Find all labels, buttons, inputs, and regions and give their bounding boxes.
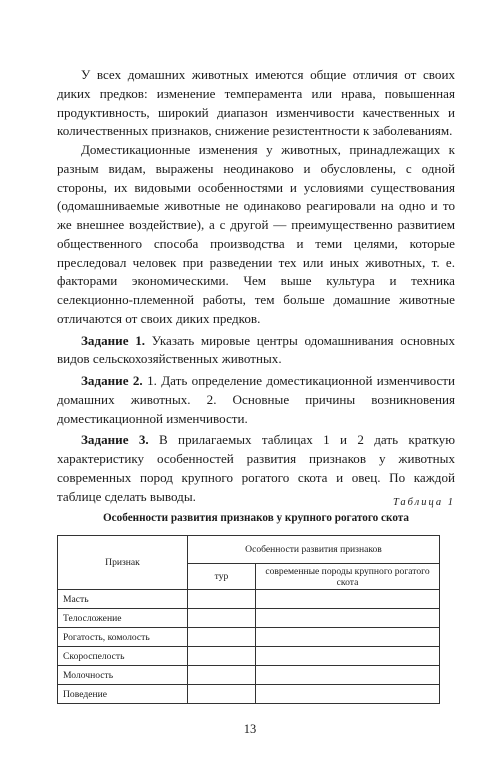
traits-table: [57, 535, 440, 704]
row-label: Рогатость, комолость: [58, 628, 188, 647]
page-number: 13: [243, 722, 257, 736]
body-text: [57, 66, 455, 506]
table-row: [58, 685, 440, 704]
cell-modern-breeds: [256, 628, 440, 647]
cell-aurochs: [188, 628, 256, 647]
row-label: Скороспелость: [58, 647, 188, 666]
table-row: [58, 666, 440, 685]
task-3: [57, 431, 455, 506]
paragraph-1: У всех домашних животных имеются общие отличия от своих диких предков: изменение темперамента или нрава, повышенная продуктивность, широкий диапазон изменчивости качественных и количественных признаков, снижение резистентности к заболеваниям.: [57, 67, 455, 139]
cell-aurochs: [188, 666, 256, 685]
row-label: Телосложение: [58, 609, 188, 628]
header-col-aurochs: тур: [188, 564, 256, 590]
cell-aurochs: [188, 590, 256, 609]
task-1-text: Указать мировые центры одомашнивания основных видов сельскохозяйственных животных.: [57, 332, 456, 367]
cell-modern-breeds: [256, 647, 440, 666]
task-1: [57, 332, 455, 370]
header-col-modern-breeds: современные породы крупного рогатого скота: [256, 564, 440, 590]
cell-aurochs: [188, 685, 256, 704]
paragraph-2: Доместикационные изменения у животных, принадлежащих к разным видам, выражены неодинаково и обусловлены, с одной стороны, их видовыми особенностями и условиями существования (одомашниваемые животные не одинаково реагировали на одно и то же внешнее воздействие), а с другой — преимущественно развитием общественного способа производства и теми целями, которые преследовал человек при разведении тех или иных животных, т. е. факторами экономическими. Чем выше культура и техника селекционно-племенной работы, тем больше домашние животные отличаются от своих диких предков.: [57, 142, 455, 326]
task-1-label: Задание 1.: [81, 332, 146, 348]
row-label: Молочность: [58, 666, 188, 685]
row-label: Масть: [58, 590, 188, 609]
table-row: [58, 647, 440, 666]
header-feature: Признак: [58, 536, 188, 590]
task-2-label: Задание 2.: [81, 373, 143, 388]
cell-modern-breeds: [256, 590, 440, 609]
table-title: Особенности развития признаков у крупного рогатого скота: [102, 512, 409, 524]
table-row: [58, 590, 440, 609]
table-row: [58, 609, 440, 628]
cell-modern-breeds: [256, 609, 440, 628]
task-3-label: Задание 3.: [81, 432, 149, 448]
table-row: [58, 628, 440, 647]
cell-modern-breeds: [256, 666, 440, 685]
task-3-text: В прилагаемых таблицах 1 и 2 дать краткую характеристику особенностей развития признаков у животных современных пород крупного рогатого скота и овец. По каждой таблице сделать выводы.: [57, 432, 455, 504]
header-group: Особенности развития признаков: [188, 536, 440, 564]
cell-modern-breeds: [256, 685, 440, 704]
cell-aurochs: [188, 609, 256, 628]
cell-aurochs: [188, 647, 256, 666]
row-label: Поведение: [58, 685, 188, 704]
table-caption: Таблица 1: [392, 497, 455, 508]
task-2: [57, 372, 455, 428]
task-2-text: 1. Дать определение доместикационной изменчивости домашних животных. 2. Основные причины возникновения доместикационной изменчивости.: [57, 373, 455, 426]
